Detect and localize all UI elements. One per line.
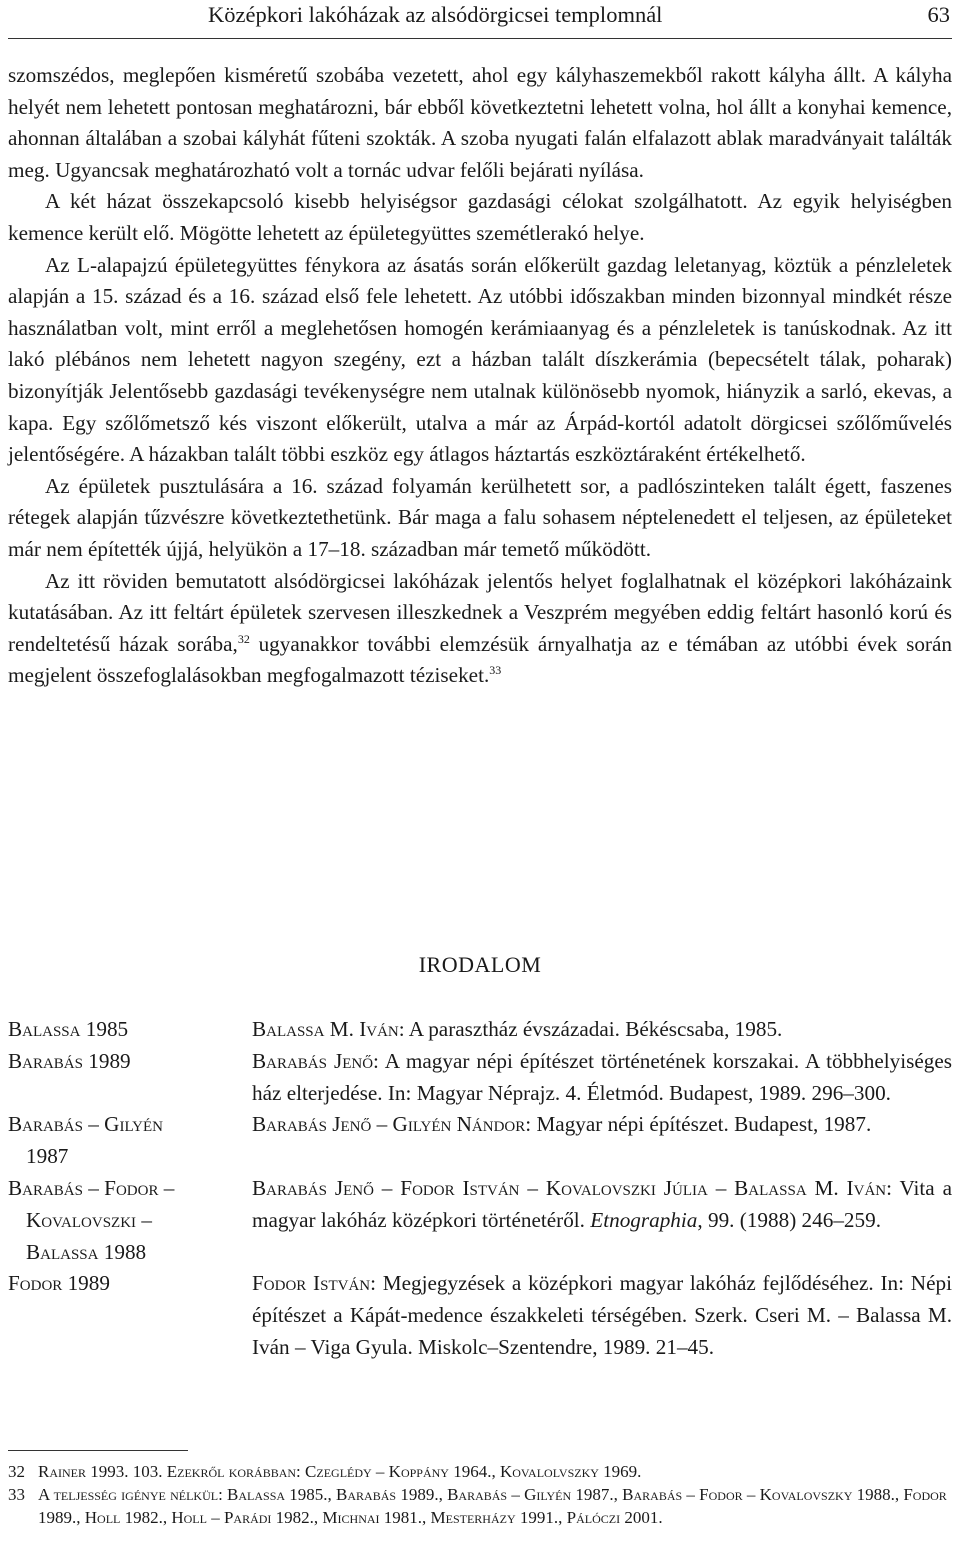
reference-key (8, 1173, 252, 1268)
reference-key (8, 1046, 252, 1110)
paragraph-3: Az L-alapajzú épületegyüttes fénykora az ásatás során előkerült gazdag leletanyag, köztük a pénzleletek alapján a 15. század és a 16. század első fele lehetett. Az utóbbi időszakban minden bizonnyal mindkét része használatban volt, mint erről a meglehetősen homogén kerámiaanyag és a pénzleletek is tanúskodnak. Az itt lakó plébános nem lehetett nagyon szegény, ezt a házban talált díszkerámia (bepecsételt tálak, poharak) bizonyítják Jelentősebb gazdasági tevékenységre nem utalnak különösebb nyomok, hiányzik a sarló, ekevas, a kapa. Egy szőlőmetsző kés viszont előkerült, utalva a már az Árpád-kortól adatolt dörgicsei szőlőművelés jelentőségére. A házakban talált többi eszköz egy átlagos háztartás eszköztáraként értékelhető. (8, 252, 952, 467)
footnote-ref-33[interactable]: 33 (489, 663, 502, 678)
reference-key-line: Barabás – Fodor – (8, 1175, 175, 1200)
reference-item (8, 1046, 952, 1110)
reference-body: : Megjegyzések a középkori magyar lakóház fejlődéséhez. In: Népi építészet a Kápát-medence északkeleti térségében. Szerk. Cseri M. – Balassa M. Iván – Viga Gyula. Miskolc–Szentendre, 1989. 21–45. (252, 1271, 952, 1359)
reference-key-line: 1987 (26, 1144, 69, 1169)
paragraph-5-text: Az itt röviden bemutatott alsódörgicsei lakóházak jelentős helyet foglalhatnak el középkori lakóházaink kutatásában. Az itt feltárt épületek szervesen illeszkednek a Veszprém megyében eddig feltárt hasonló korú és rendeltetésű házak sorába, (8, 568, 952, 656)
reference-author: Fodor István (252, 1271, 371, 1296)
footnote-rule (8, 1450, 188, 1451)
reference-author: Barabás Jenő – Gilyén Nándor (252, 1112, 526, 1137)
footnote-number: 32 (8, 1462, 25, 1481)
reference-key-line: Balassa 1985 (8, 1017, 129, 1041)
reference-body: : A parasztház évszázadai. Békéscsaba, 1985. (398, 1017, 783, 1041)
reference-author: Barabás Jenő – Fodor István – Kovalovszki Júlia – Balassa M. Iván (252, 1175, 887, 1200)
reference-author: Barabás Jenő (252, 1048, 374, 1073)
footnote-text: Rainer 1993. 103. Ezekről korábban: Czeglédy – Koppány 1964., Kovalolvszky 1969. (38, 1462, 642, 1481)
body-text (8, 60, 952, 692)
section-heading: IRODALOM (418, 952, 542, 977)
paragraph-2: A két házat összekapcsoló kisebb helyiségsor gazdasági célokat szolgálhatott. Az egyik helyiségben kemence került elő. Mögötte lehetett az épületegyüttes szemétlerakó helye. (8, 189, 952, 245)
reference-item (8, 1268, 952, 1363)
paragraph-1: szomszédos, meglepően kisméretű szobába vezetett, ahol egy kályhaszemekből rakott kályha állt. A kályha helyét nem lehetett pontosan meghatározni, bár ebből következtetni lehetett volna, hol állt a konyhai kemence, ahonnan általában a szobai kályhát fűteni szokták. A szoba nyugati falán elfalazott ablak maradványait találták meg. Ugyancsak meghatározható volt a tornác udvar felőli bejárati nyílása. (8, 63, 952, 182)
reference-body-tail: , 99. (1988) 246–259. (697, 1207, 882, 1232)
reference-item (8, 1014, 952, 1046)
journal-title: Etnographia (590, 1207, 698, 1232)
reference-key-line: Barabás – Gilyén (8, 1112, 163, 1137)
reference-key-line: Fodor 1989 (8, 1271, 110, 1296)
paragraph-4: Az épületek pusztulására a 16. század folyamán kerülhetett sor, a padlószinteken talált égett, faszenes rétegek alapján tűzvészre következtethetünk. Bár maga a falu sohasem néptelenedett el teljesen, az épületeket már nem építették újjá, helyükön a 17–18. században már temető működött. (8, 473, 952, 561)
reference-key (8, 1268, 252, 1363)
header-rule (8, 38, 952, 39)
paragraph-5-tail: ugyanakkor további elemzésük árnyalhatja az e témában az utóbbi évek során megjelent összefoglalásokban megfogalmazott téziseket. (8, 631, 952, 688)
reference-body: : A magyar népi építészet történetének korszakai. A többhelyiséges ház elterjedése. In: Magyar Néprajz. 4. Életmód. Budapest, 1989. 296–300. (252, 1048, 952, 1105)
footnote-item (8, 1460, 952, 1483)
footnotes (8, 1460, 952, 1529)
reference-key (8, 1109, 252, 1173)
reference-body: : Vita a magyar lakóház középkori történetéről. (252, 1175, 952, 1232)
reference-text (252, 1173, 952, 1268)
reference-key-line: Kovalovszki – (26, 1207, 152, 1232)
reference-key-line: Barabás 1989 (8, 1048, 131, 1073)
reference-body: : Magyar népi építészet. Budapest, 1987. (525, 1112, 872, 1137)
reference-text (252, 1268, 952, 1363)
reference-key-line: Balassa 1988 (26, 1239, 147, 1264)
reference-key (8, 1014, 252, 1046)
footnote-item (8, 1483, 952, 1529)
footnote-text: A teljesség igénye nélkül: Balassa 1985., Barabás 1989., Barabás – Gilyén 1987., Barabás – Fodor – Kovalovszky 1988., Fodor 1989., Holl 1982., Holl – Parádi 1982., Michnai 1981., Mesterházy 1991., Pálóczi 2001. (38, 1485, 947, 1527)
reference-text (252, 1109, 952, 1173)
header-title: Középkori lakóházak az alsódörgicsei templomnál (208, 2, 663, 27)
reference-item (8, 1173, 952, 1268)
page-number: 63 (927, 2, 950, 27)
running-header (8, 0, 952, 30)
reference-text (252, 1046, 952, 1110)
footnote-number: 33 (8, 1485, 25, 1504)
reference-list (8, 1014, 952, 1364)
reference-text (252, 1014, 952, 1046)
reference-author: Balassa M. Iván (252, 1017, 399, 1041)
paragraph-5 (8, 566, 952, 692)
footnote-ref-32[interactable]: 32 (237, 631, 250, 646)
reference-item (8, 1109, 952, 1173)
